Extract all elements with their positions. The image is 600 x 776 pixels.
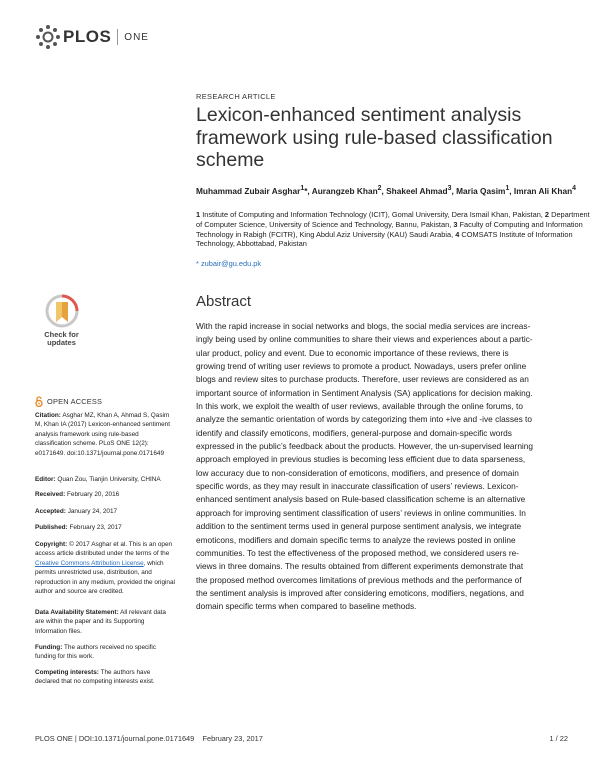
accepted-text: January 24, 2017 (67, 508, 118, 515)
author-affil-ref: 1 (300, 185, 305, 192)
open-access-label: OPEN ACCESS (47, 397, 103, 406)
page-number: 1 / 22 (549, 734, 568, 743)
sidebar-competing-interests (35, 668, 175, 687)
editor-label: Editor: (35, 476, 56, 483)
data-availability-text: All relevant data are within the paper and its Supporting Information files. (35, 609, 166, 635)
affil-num: 1 (196, 210, 201, 219)
editor-text: Quan Zou, Tianjin University, CHINA (57, 476, 161, 483)
author-name[interactable]: Aurangzeb Khan (311, 185, 378, 196)
sidebar-data-availability (35, 608, 175, 636)
affil-num: 4 (455, 229, 460, 239)
abstract-heading: Abstract (196, 293, 252, 310)
journal-name: ONE (124, 31, 149, 43)
check-text (44, 331, 79, 347)
email-link[interactable]: zubair@gu.edu.pk (200, 259, 262, 268)
check-line-1: Check for (44, 330, 79, 339)
abstract-line: expressed in the public’s feedback about the products. However, the un-supervised learning (196, 441, 534, 452)
logo-divider (117, 29, 118, 45)
affil-num: 2 (544, 210, 550, 219)
article-title: Lexicon-enhanced sentiment analysis framework using rule-based classification scheme (196, 104, 553, 171)
affiliations (196, 210, 591, 249)
check-for-updates-badge[interactable] (34, 294, 89, 356)
abstract-body (196, 320, 588, 614)
copyright-text-post: , which permits unrestricted use, distribution, and reproduction in any medium, provided the original author and source are credited. (35, 559, 175, 596)
affil-text: COMSATS Institute of Information Technology, Abbottabad, Pakistan (196, 229, 573, 249)
abstract-line: ular product, policy and event. Due to economic importance of these reviews, there is (196, 347, 509, 358)
abstract-line: With the rapid increase in social networks and blogs, the social media services are increas- (196, 321, 531, 331)
abstract-line: the proposed method overcomes limitations of previous methods and the performance of (196, 574, 522, 585)
corresponding-email[interactable] (196, 259, 261, 268)
published-text: February 23, 2017 (69, 524, 122, 531)
brand-name: PLOS (63, 27, 112, 46)
bookmark-check-icon (45, 294, 79, 330)
abstract-line: blogs and review sites to purchase products. Therefore, user reviews are considered as an (196, 374, 529, 385)
funding-text: The authors received no specific funding for this work. (35, 644, 157, 661)
article-type: RESEARCH ARTICLE (196, 92, 276, 101)
author-affil-ref: 2 (377, 185, 382, 192)
competing-label: Competing interests: (35, 669, 99, 676)
abstract-line: analyze the semantic orientation of words by categorizing them into +ive and -ive classes to (196, 414, 532, 425)
received-text: February 20, 2016 (66, 491, 120, 498)
funding-label: Funding: (35, 644, 63, 651)
author-affil-ref: 4 (572, 185, 576, 192)
copyright-text: © 2017 Asghar et al. This is an open access article distributed under the terms of the (35, 541, 173, 558)
author-list: Muhammad Zubair Asghar$^1$*, Aurangzeb Khan$^2$, Shakeel Ahmad$^3$, Maria Qasim$^1$, Imran Ali Khan$^4$ (196, 185, 576, 196)
author-affil-ref: 1 (505, 185, 510, 192)
check-line-2: updates (47, 338, 76, 347)
abstract-line: identify and classify emoticons, modifiers, general-purpose and domain-specific words (196, 427, 512, 438)
copyright-label: Copyright: (35, 541, 68, 548)
abstract-line: low accuracy due to non-consideration of emoticons, modifiers, and presence of domain (196, 467, 519, 478)
accepted-label: Accepted: (35, 508, 66, 515)
sidebar-accepted (35, 507, 175, 516)
citation-text: Asghar MZ, Khan A, Ahmad S, Qasim M, Khan IA (2017) Lexicon-enhanced sentiment analysis framework using rule-based classification scheme. PLoS ONE 12(2): e0171649. doi:10.1371/journal.pone.0171649 (35, 412, 170, 457)
author-name[interactable]: Imran Ali Khan (513, 185, 573, 196)
abstract-line: the sentiment analysis is improved after considering emoticons, modifiers, negations, and (196, 587, 524, 598)
abstract-line: specific words, as they may result in inaccurate classification of users’ reviews. Lexicon- (196, 481, 519, 492)
open-lock-icon (35, 396, 43, 407)
sidebar-published (35, 523, 175, 532)
email-mark: * (196, 259, 199, 268)
abstract-line: communities. To test the effectiveness of the proposed method, we considered users re- (196, 547, 519, 558)
competing-text: The authors have declared that no competing interests exist. (35, 669, 155, 686)
sidebar-funding (35, 643, 175, 662)
open-access (35, 396, 102, 407)
affil-text: Institute of Computing and Information Technology (ICIT), Gomal University, Dera Ismail Khan, Pakistan, (202, 210, 543, 219)
author-affil-ref: 3 (447, 185, 452, 192)
license-link[interactable]: Creative Commons Attribution License (35, 559, 144, 567)
affil-text: Department of Computer Science, University of Science and Technology, Bannu, Pakistan, (196, 210, 590, 229)
abstract-line: important source of information in Sentiment Analysis (SA) applications for decision making. (196, 387, 533, 398)
sidebar-citation (35, 411, 175, 458)
received-label: Received: (35, 491, 66, 498)
author-name[interactable]: Muhammad Zubair Asghar (196, 185, 301, 196)
affil-text: Faculty of Computing and Information Technology in Rabigh (FCITR), King Abdul Aziz University (KAU) Saudi Arabia, (196, 219, 583, 239)
author-name[interactable]: Shakeel Ahmad (386, 185, 448, 196)
abstract-line: views in three domains. The results obtained from different experiments demonstrate that (196, 561, 524, 572)
sidebar-editor (35, 475, 175, 484)
plos-logo[interactable] (35, 24, 149, 50)
abstract-line: enhanced sentiment analysis based on Rule-based classification scheme is an alternative (196, 494, 526, 505)
abstract-line: approach employed in previous studies is becoming less efficient due to data sparseness, (196, 454, 526, 465)
sidebar-copyright (35, 540, 175, 596)
sidebar-received (35, 490, 175, 499)
abstract-line: domain specific terms when compared to baseline methods. (196, 601, 417, 612)
data-availability-label: Data Availability Statement: (35, 609, 119, 616)
footer-citation: PLOS ONE | DOI:10.1371/journal.pone.0171649 February 23, 2017 (35, 734, 263, 743)
plos-dots-icon (35, 24, 61, 50)
abstract-line: emoticons, modifiers and domain specific terms to analyze the reviews posted in online (196, 534, 516, 545)
author-name[interactable]: Maria Qasim (456, 185, 506, 196)
abstract-line: ingly being used by online communities to share their views and experiences about a partic- (196, 334, 533, 345)
abstract-line: addition to the sentiment terms used in general purpose sentiment analysis, we integrate (196, 521, 522, 532)
abstract-line: In this work, we exploit the wealth of user reviews, available through the online forums, to (196, 401, 523, 412)
published-label: Published: (35, 524, 68, 531)
affil-num: 3 (453, 219, 458, 229)
abstract-line: growing trend of writing user reviews to promote a product. Nowadays, users prefer online (196, 361, 527, 372)
abstract-line: approach for improving sentiment classification of users’ reviews in online communities. In (196, 507, 526, 518)
citation-label: Citation: (35, 412, 61, 419)
author-corresponding-mark: * (304, 185, 308, 196)
